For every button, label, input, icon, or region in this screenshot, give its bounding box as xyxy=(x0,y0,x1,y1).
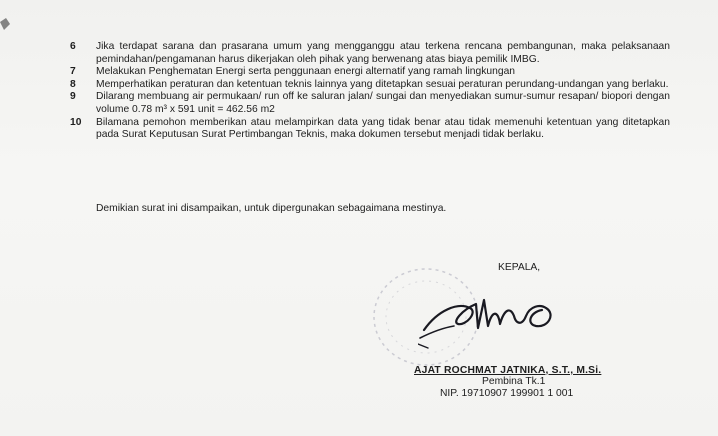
signatory-title: KEPALA, xyxy=(498,262,541,273)
list-item xyxy=(70,41,670,66)
item-number: 10 xyxy=(70,116,82,128)
item-text: Jika terdapat sarana dan prasarana umum yang mengganggu atau terkena rencana pembangunan, maka pelaksanaan pemindahan/pengamanan harus dikerjakan oleh pihak yang berwenang atas biaya pemilik IMBG. xyxy=(96,41,670,65)
list-item xyxy=(70,91,670,116)
scan-corner-mark xyxy=(0,0,40,40)
list-item xyxy=(70,79,670,92)
item-number: 9 xyxy=(70,91,76,103)
item-text: Bilamana pemohon memberikan atau melampirkan data yang tidak benar atau tidak memenuhi ketentuan yang ditetapkan pada Surat Keputusan Surat Pertimbangan Teknis, maka dokumen tersebut menjadi tidak berlaku. xyxy=(96,116,670,141)
signatory-nip: NIP. 19710907 199901 1 001 xyxy=(440,388,574,399)
conditions-list xyxy=(70,41,670,142)
item-number: 7 xyxy=(70,66,76,78)
item-text: Dilarang membuang air permukaan/ run off ke saluran jalan/ sungai dan menyediakan sumur-sumur resapan/ biopori dengan volume 0.78 m³ x 591 unit = 462.56 m2 xyxy=(96,91,670,115)
signatory-name: AJAT ROCHMAT JATNIKA, S.T., M.Si. xyxy=(414,365,602,376)
item-text: Melakukan Penghematan Energi serta penggunaan energi alternatif yang ramah lingkungan xyxy=(96,66,516,78)
handwritten-signature-icon xyxy=(418,280,588,350)
closing-statement: Demikian surat ini disampaikan, untuk dipergunakan sebagaimana mestinya. xyxy=(96,203,447,214)
item-text: Memperhatikan peraturan dan ketentuan teknis lainnya yang ditetapkan sesuai peraturan perundang-undangan yang berlaku. xyxy=(96,78,669,90)
signatory-rank: Pembina Tk.1 xyxy=(482,376,546,387)
list-item xyxy=(70,66,670,79)
list-item xyxy=(70,117,670,142)
item-number: 8 xyxy=(70,78,76,90)
item-number: 6 xyxy=(70,41,76,52)
